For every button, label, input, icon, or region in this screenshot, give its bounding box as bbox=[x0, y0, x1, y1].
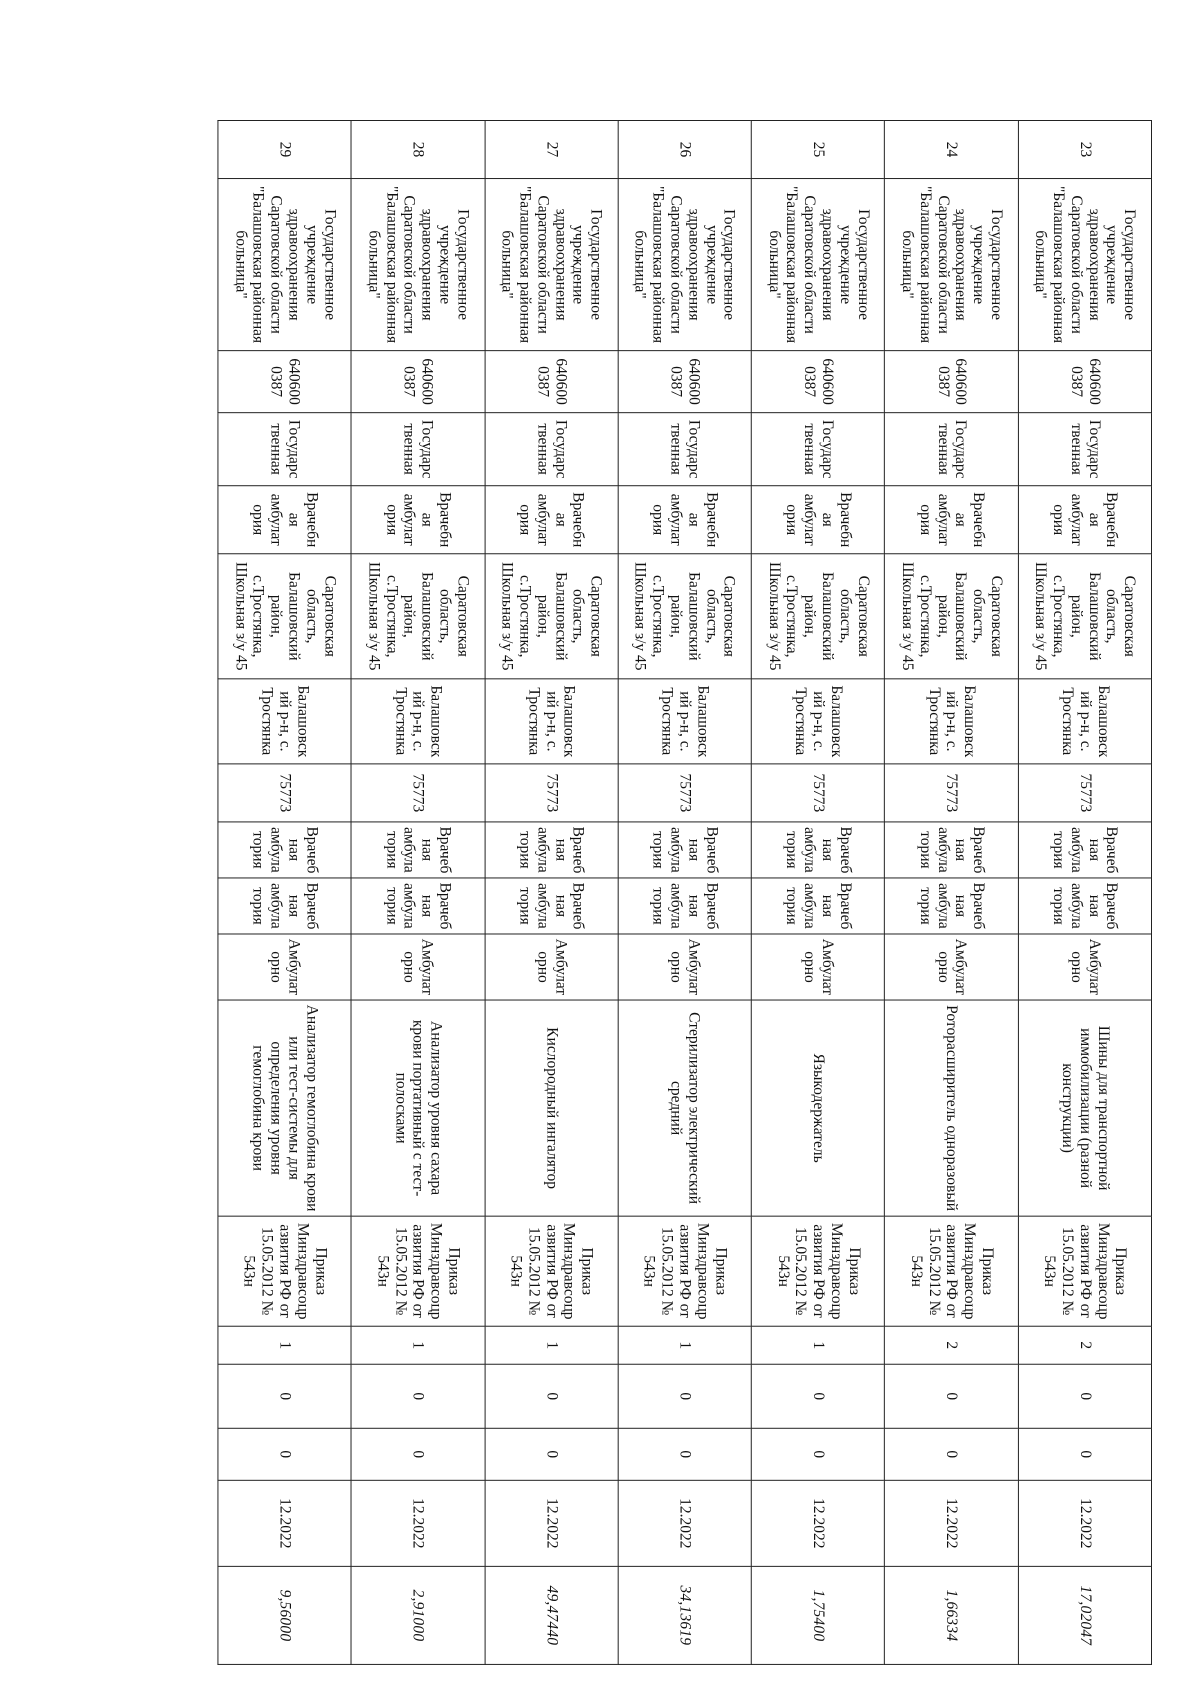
oktmo-code: 75773 bbox=[618, 764, 751, 822]
unit-type: Врачебная амбулатория bbox=[885, 822, 1018, 878]
care-type: Врачебная амбулатория bbox=[618, 486, 751, 554]
table-row bbox=[351, 121, 484, 1665]
inn-code: 6406000387 bbox=[1018, 351, 1151, 413]
address: Саратовская область, Балашовский район, с.Тростянка, Школьная з/у 45 bbox=[885, 554, 1018, 679]
count-b: 0 bbox=[618, 1428, 751, 1480]
care-mode: Амбулаторно bbox=[618, 934, 751, 1000]
table-row bbox=[751, 121, 884, 1665]
locality: Балашовский р-н, с. Тростянка bbox=[885, 679, 1018, 764]
quantity: 1 bbox=[485, 1326, 618, 1364]
quantity: 2 bbox=[1018, 1326, 1151, 1364]
locality: Балашовский р-н, с. Тростянка bbox=[751, 679, 884, 764]
table-body bbox=[218, 121, 1152, 1665]
device-name: Кислородный ингалятор bbox=[485, 1000, 618, 1216]
rotated-table-page bbox=[217, 120, 1152, 1664]
locality: Балашовский р-н, с. Тростянка bbox=[1018, 679, 1151, 764]
subunit-type: Врачебная амбулатория bbox=[618, 878, 751, 934]
delivery-date: 12.2022 bbox=[1018, 1480, 1151, 1566]
inn-code: 6406000387 bbox=[618, 351, 751, 413]
row-number: 23 bbox=[1018, 121, 1151, 179]
table-row bbox=[485, 121, 618, 1665]
locality: Балашовский р-н, с. Тростянка bbox=[618, 679, 751, 764]
regulatory-order: Приказ Минздравсоцразвития РФ от 15.05.2012 № 543н bbox=[1018, 1216, 1151, 1326]
quantity: 2 bbox=[885, 1326, 1018, 1364]
ownership-form: Государственная bbox=[885, 413, 1018, 486]
count-a: 0 bbox=[218, 1364, 351, 1428]
device-name: Роторасширитель одноразовый bbox=[885, 1000, 1018, 1216]
care-mode: Амбулаторно bbox=[485, 934, 618, 1000]
address: Саратовская область, Балашовский район, с.Тростянка, Школьная з/у 45 bbox=[1018, 554, 1151, 679]
unit-type: Врачебная амбулатория bbox=[218, 822, 351, 878]
oktmo-code: 75773 bbox=[885, 764, 1018, 822]
row-number: 25 bbox=[751, 121, 884, 179]
care-mode: Амбулаторно bbox=[751, 934, 884, 1000]
regulatory-order: Приказ Минздравсоцразвития РФ от 15.05.2012 № 543н bbox=[618, 1216, 751, 1326]
count-b: 0 bbox=[885, 1428, 1018, 1480]
address: Саратовская область, Балашовский район, с.Тростянка, Школьная з/у 45 bbox=[485, 554, 618, 679]
count-b: 0 bbox=[751, 1428, 884, 1480]
address: Саратовская область, Балашовский район, с.Тростянка, Школьная з/у 45 bbox=[618, 554, 751, 679]
regulatory-order: Приказ Минздравсоцразвития РФ от 15.05.2012 № 543н bbox=[751, 1216, 884, 1326]
organization-name: Государственное учреждение здравоохранения Саратовской области "Балашовская районная больница" bbox=[485, 179, 618, 351]
organization-name: Государственное учреждение здравоохранения Саратовской области "Балашовская районная больница" bbox=[618, 179, 751, 351]
address: Саратовская область, Балашовский район, с.Тростянка, Школьная з/у 45 bbox=[218, 554, 351, 679]
unit-type: Врачебная амбулатория bbox=[485, 822, 618, 878]
locality: Балашовский р-н, с. Тростянка bbox=[351, 679, 484, 764]
locality: Балашовский р-н, с. Тростянка bbox=[218, 679, 351, 764]
row-number: 29 bbox=[218, 121, 351, 179]
delivery-date: 12.2022 bbox=[885, 1480, 1018, 1566]
regulatory-order: Приказ Минздравсоцразвития РФ от 15.05.2012 № 543н bbox=[485, 1216, 618, 1326]
row-number: 24 bbox=[885, 121, 1018, 179]
delivery-date: 12.2022 bbox=[218, 1480, 351, 1566]
row-number: 26 bbox=[618, 121, 751, 179]
inn-code: 6406000387 bbox=[218, 351, 351, 413]
count-b: 0 bbox=[218, 1428, 351, 1480]
ownership-form: Государственная bbox=[218, 413, 351, 486]
organization-name: Государственное учреждение здравоохранения Саратовской области "Балашовская районная больница" bbox=[218, 179, 351, 351]
count-b: 0 bbox=[485, 1428, 618, 1480]
organization-name: Государственное учреждение здравоохранения Саратовской области "Балашовская районная больница" bbox=[351, 179, 484, 351]
amount-value: 1,66334 bbox=[885, 1566, 1018, 1664]
ownership-form: Государственная bbox=[751, 413, 884, 486]
device-name: Анализатор гемоглобина крови или тест-системы для определения уровня гемоглобина крови bbox=[218, 1000, 351, 1216]
regulatory-order: Приказ Минздравсоцразвития РФ от 15.05.2012 № 543н bbox=[218, 1216, 351, 1326]
ownership-form: Государственная bbox=[1018, 413, 1151, 486]
care-type: Врачебная амбулатория bbox=[485, 486, 618, 554]
unit-type: Врачебная амбулатория bbox=[751, 822, 884, 878]
inn-code: 6406000387 bbox=[485, 351, 618, 413]
device-name: Стерилизатор электрический средний bbox=[618, 1000, 751, 1216]
care-mode: Амбулаторно bbox=[1018, 934, 1151, 1000]
care-type: Врачебная амбулатория bbox=[351, 486, 484, 554]
table-row bbox=[218, 121, 351, 1665]
regulatory-order: Приказ Минздравсоцразвития РФ от 15.05.2012 № 543н bbox=[351, 1216, 484, 1326]
delivery-date: 12.2022 bbox=[618, 1480, 751, 1566]
amount-value: 49,47440 bbox=[485, 1566, 618, 1664]
subunit-type: Врачебная амбулатория bbox=[485, 878, 618, 934]
count-a: 0 bbox=[751, 1364, 884, 1428]
quantity: 1 bbox=[751, 1326, 884, 1364]
count-a: 0 bbox=[351, 1364, 484, 1428]
oktmo-code: 75773 bbox=[218, 764, 351, 822]
unit-type: Врачебная амбулатория bbox=[1018, 822, 1151, 878]
oktmo-code: 75773 bbox=[751, 764, 884, 822]
subunit-type: Врачебная амбулатория bbox=[885, 878, 1018, 934]
subunit-type: Врачебная амбулатория bbox=[751, 878, 884, 934]
count-a: 0 bbox=[1018, 1364, 1151, 1428]
oktmo-code: 75773 bbox=[351, 764, 484, 822]
organization-name: Государственное учреждение здравоохранения Саратовской области "Балашовская районная больница" bbox=[751, 179, 884, 351]
subunit-type: Врачебная амбулатория bbox=[1018, 878, 1151, 934]
address: Саратовская область, Балашовский район, с.Тростянка, Школьная з/у 45 bbox=[351, 554, 484, 679]
locality: Балашовский р-н, с. Тростянка bbox=[485, 679, 618, 764]
quantity: 1 bbox=[618, 1326, 751, 1364]
amount-value: 2,91000 bbox=[351, 1566, 484, 1664]
quantity: 1 bbox=[351, 1326, 484, 1364]
ownership-form: Государственная bbox=[618, 413, 751, 486]
delivery-date: 12.2022 bbox=[351, 1480, 484, 1566]
device-name: Языкодержатель bbox=[751, 1000, 884, 1216]
care-mode: Амбулаторно bbox=[885, 934, 1018, 1000]
quantity: 1 bbox=[218, 1326, 351, 1364]
delivery-date: 12.2022 bbox=[485, 1480, 618, 1566]
organization-name: Государственное учреждение здравоохранения Саратовской области "Балашовская районная больница" bbox=[885, 179, 1018, 351]
count-b: 0 bbox=[1018, 1428, 1151, 1480]
oktmo-code: 75773 bbox=[485, 764, 618, 822]
equipment-table bbox=[217, 120, 1152, 1665]
device-name: Шины для транспортной иммобилизации (разной конструкции) bbox=[1018, 1000, 1151, 1216]
amount-value: 1,75400 bbox=[751, 1566, 884, 1664]
row-number: 27 bbox=[485, 121, 618, 179]
inn-code: 6406000387 bbox=[885, 351, 1018, 413]
care-mode: Амбулаторно bbox=[351, 934, 484, 1000]
count-a: 0 bbox=[485, 1364, 618, 1428]
unit-type: Врачебная амбулатория bbox=[618, 822, 751, 878]
table-row bbox=[885, 121, 1018, 1665]
care-type: Врачебная амбулатория bbox=[218, 486, 351, 554]
care-mode: Амбулаторно bbox=[218, 934, 351, 1000]
unit-type: Врачебная амбулатория bbox=[351, 822, 484, 878]
table-row bbox=[1018, 121, 1151, 1665]
care-type: Врачебная амбулатория bbox=[751, 486, 884, 554]
inn-code: 6406000387 bbox=[751, 351, 884, 413]
ownership-form: Государственная bbox=[351, 413, 484, 486]
count-b: 0 bbox=[351, 1428, 484, 1480]
care-type: Врачебная амбулатория bbox=[885, 486, 1018, 554]
ownership-form: Государственная bbox=[485, 413, 618, 486]
inn-code: 6406000387 bbox=[351, 351, 484, 413]
row-number: 28 bbox=[351, 121, 484, 179]
subunit-type: Врачебная амбулатория bbox=[351, 878, 484, 934]
oktmo-code: 75773 bbox=[1018, 764, 1151, 822]
table-row bbox=[618, 121, 751, 1665]
amount-value: 34,13619 bbox=[618, 1566, 751, 1664]
device-name: Анализатор уровня сахара крови портативный с тест-полосками bbox=[351, 1000, 484, 1216]
count-a: 0 bbox=[618, 1364, 751, 1428]
regulatory-order: Приказ Минздравсоцразвития РФ от 15.05.2012 № 543н bbox=[885, 1216, 1018, 1326]
organization-name: Государственное учреждение здравоохранения Саратовской области "Балашовская районная больница" bbox=[1018, 179, 1151, 351]
amount-value: 9,56000 bbox=[218, 1566, 351, 1664]
delivery-date: 12.2022 bbox=[751, 1480, 884, 1566]
count-a: 0 bbox=[885, 1364, 1018, 1428]
address: Саратовская область, Балашовский район, с.Тростянка, Школьная з/у 45 bbox=[751, 554, 884, 679]
subunit-type: Врачебная амбулатория bbox=[218, 878, 351, 934]
amount-value: 17,02047 bbox=[1018, 1566, 1151, 1664]
care-type: Врачебная амбулатория bbox=[1018, 486, 1151, 554]
